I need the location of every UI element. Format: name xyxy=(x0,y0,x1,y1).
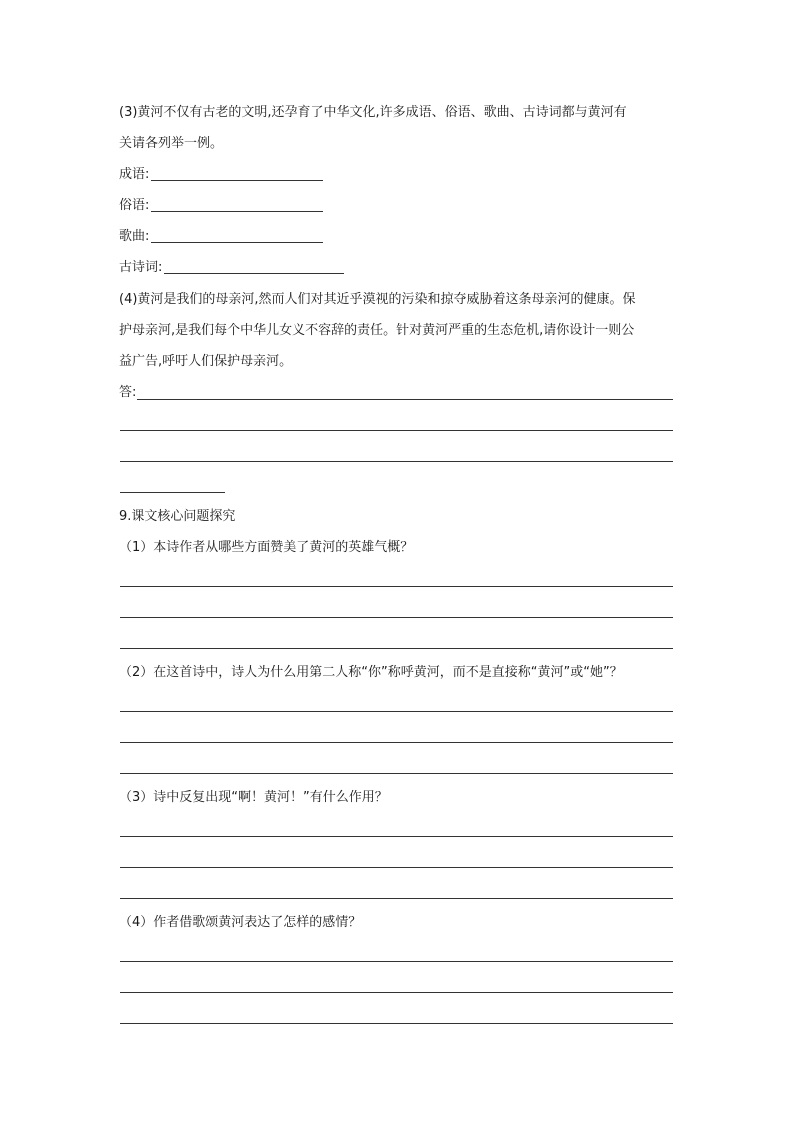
q9-sub4-answer-line-3[interactable] xyxy=(120,1023,673,1024)
q4-answer-line-2[interactable] xyxy=(120,430,673,431)
q9-sub1-answer-line-1[interactable] xyxy=(120,586,673,587)
q4-text-line2: 护母亲河,是我们每个中华儿女义不容辞的责任。针对黄河严重的生态危机,请你设计一则公 xyxy=(119,323,635,338)
q3-idiom-label: 成语: xyxy=(119,167,150,182)
q4-text-line3: 益广告,呼吁人们保护母亲河。 xyxy=(119,354,293,369)
q9-sub1-answer-line-3[interactable] xyxy=(120,648,673,649)
q9-sub2-answer-line-1[interactable] xyxy=(120,711,673,712)
q9-sub2-answer-line-3[interactable] xyxy=(120,773,673,774)
q4-answer-line-4[interactable] xyxy=(120,492,225,493)
q9-sub3-answer-line-3[interactable] xyxy=(120,898,673,899)
q9-heading: 9.课文核心问题探究 xyxy=(119,509,236,524)
q9-sub4-text: （4）作者借歌颂黄河表达了怎样的感情？ xyxy=(119,915,362,930)
q4-text-line1: (4)黄河是我们的母亲河,然而人们对其近乎漠视的污染和掠夺威胁着这条母亲河的健康。保 xyxy=(119,292,636,307)
q4-answer-line-3[interactable] xyxy=(120,461,673,462)
q9-sub1-answer-line-2[interactable] xyxy=(120,617,673,618)
q4-answer-label: 答: xyxy=(119,385,137,400)
q9-sub3-answer-line-1[interactable] xyxy=(120,836,673,837)
q9-sub2-answer-line-2[interactable] xyxy=(120,742,673,743)
q4-answer-line-1[interactable] xyxy=(137,399,673,400)
q9-sub1-text: （1）本诗作者从哪些方面赞美了黄河的英雄气概？ xyxy=(119,540,414,555)
q9-sub4-answer-line-2[interactable] xyxy=(120,992,673,993)
q9-sub3-text: （3）诗中反复出现“啊！黄河！”有什么作用？ xyxy=(119,790,388,805)
q9-sub4-answer-line-1[interactable] xyxy=(120,961,673,962)
q3-saying-answer-line[interactable] xyxy=(151,211,323,212)
q3-poem-answer-line[interactable] xyxy=(164,273,344,274)
q3-saying-label: 俗语: xyxy=(119,198,150,213)
q9-sub2-text: （2）在这首诗中，诗人为什么用第二人称“你”称呼黄河，而不是直接称“黄河”或“她”？ xyxy=(119,665,623,680)
q3-poem-label: 古诗词: xyxy=(119,260,163,275)
q3-song-label: 歌曲: xyxy=(119,229,150,244)
q3-idiom-answer-line[interactable] xyxy=(151,180,323,181)
q3-text-line2: 关请各列举一例。 xyxy=(119,136,224,151)
q3-text-line1: (3)黄河不仅有古老的文明,还孕育了中华文化,许多成语、俗语、歌曲、古诗词都与黄河有 xyxy=(119,105,627,120)
q3-song-answer-line[interactable] xyxy=(151,242,323,243)
q9-sub3-answer-line-2[interactable] xyxy=(120,867,673,868)
